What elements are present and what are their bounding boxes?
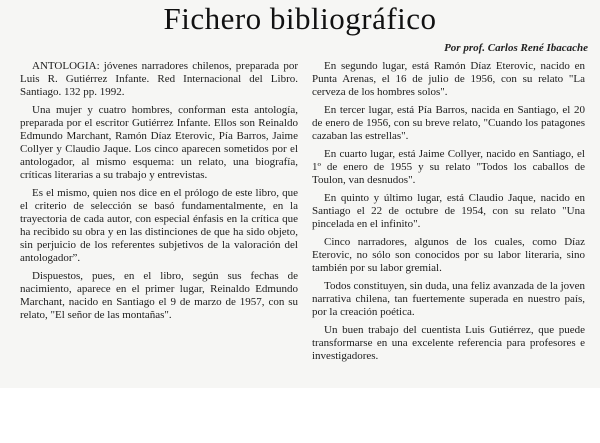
article-paragraph: Una mujer y cuatro hombres, conforman esta antología, preparada por el escritor Gutiérrez Infante. Ellos son Reinaldo Edmundo Marchant, Ramón Díaz Eterovic, Pía Barros, Jaime Collyer y Claudio Jaque. Los cinco aparecen sometidos por el antologador, al mismo esquema: un relato, una biografía, críticas literarias a su trabajo y entrevistas. xyxy=(20,104,298,181)
article-byline: Por prof. Carlos René Ibacache xyxy=(444,42,588,54)
article-column-left xyxy=(20,60,298,327)
article-column-right xyxy=(312,60,585,368)
article-title: Fichero bibliográfico xyxy=(163,1,437,36)
article-paragraph: ANTOLOGIA: jóvenes narradores chilenos, preparada por Luis R. Gutiérrez Infante. Red Internacional del Libro. Santiago. 132 pp. 1992. xyxy=(20,60,298,98)
article-paragraph: En segundo lugar, está Ramón Díaz Eterovic, nacido en Punta Arenas, el 16 de julio de 1956, con su relato "La cerveza de los hombres solos". xyxy=(312,60,585,98)
article-paragraph: En cuarto lugar, está Jaime Collyer, nacido en Santiago, el 1º de enero de 1955 y su relato "Todos los caballos de Toulon, van desnudos". xyxy=(312,148,585,186)
article-paragraph: Un buen trabajo del cuentista Luis Gutiérrez, que puede transformarse en una excelente referencia para profesores e investigadores. xyxy=(312,324,585,362)
article-paragraph: En quinto y último lugar, está Claudio Jaque, nacido en Santiago el 22 de octubre de 1954, con su relato "Una pincelada en el infinito". xyxy=(312,192,585,230)
article-paragraph: En tercer lugar, está Pía Barros, nacida en Santiago, el 20 de enero de 1956, con su breve relato, "Cuando los patagones cazaban las estrellas". xyxy=(312,104,585,142)
article-paragraph: Dispuestos, pues, en el libro, según sus fechas de nacimiento, aparece en el primer lugar, Reinaldo Edmundo Marchant, nacido en Santiago el 9 de marzo de 1957, con su relato, "El señor de las montañas". xyxy=(20,270,298,321)
article-paragraph: Es el mismo, quien nos dice en el prólogo de este libro, que el criterio de selección se basó fundamentalmente, en la trayectoria de cada autor, con especial énfasis en la crítica que ha recibido su obra y en las distinciones de que ha sido objeto, sin perjuicio de los referentes subjetivos de la valoración del antologador”. xyxy=(20,187,298,264)
article-paragraph: Todos constituyen, sin duda, una feliz avanzada de la joven narrativa chilena, tan fuertemente superada en nuestro país, por la creación poética. xyxy=(312,280,586,318)
article-paragraph: Cinco narradores, algunos de los cuales, como Díaz Eterovic, no sólo son conocidos por su labor literaria, sino también por su labor gremial. xyxy=(312,236,585,274)
